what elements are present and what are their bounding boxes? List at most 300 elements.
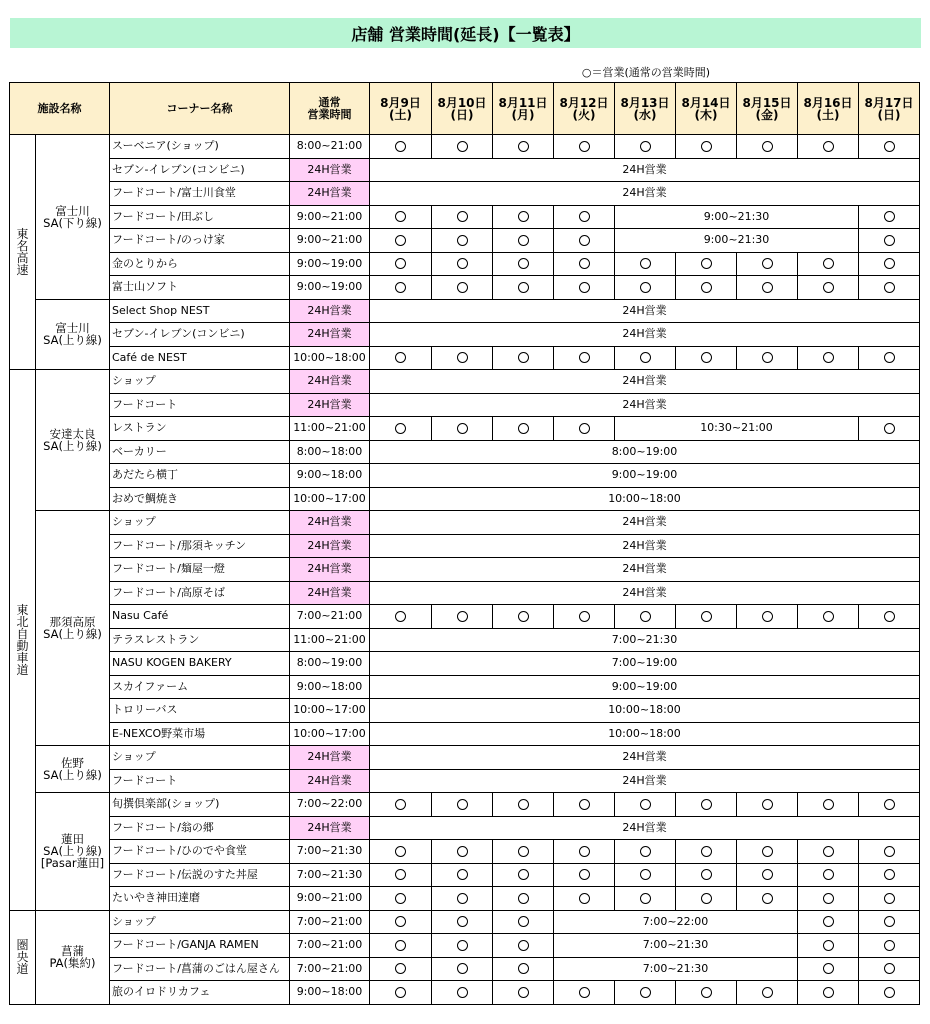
normal-hours: 10:00~17:00 [290, 722, 370, 746]
open-mark-cell [493, 276, 554, 300]
open-mark-cell [737, 981, 798, 1005]
open-mark-cell [676, 252, 737, 276]
table-row [10, 299, 920, 323]
day-hours: 7:00~21:30 [554, 934, 798, 958]
open-circle-icon [457, 611, 468, 622]
corner-name: ショップ [110, 370, 290, 394]
normal-hours: 24H営業 [290, 182, 370, 206]
open-mark-cell [554, 417, 615, 441]
normal-hours: 7:00~21:30 [290, 863, 370, 887]
open-mark-cell [432, 910, 493, 934]
road-name-text: 東名高速 [16, 227, 29, 277]
corner-name: フードコート/ひのでや食堂 [110, 840, 290, 864]
open-circle-icon [579, 282, 590, 293]
open-mark-cell [370, 887, 432, 911]
open-mark-cell [798, 887, 859, 911]
day-hours: 7:00~21:30 [370, 628, 920, 652]
open-circle-icon [395, 611, 406, 622]
day-hours: 10:00~18:00 [370, 487, 920, 511]
table-row [10, 534, 920, 558]
open-mark-cell [493, 910, 554, 934]
open-mark-cell [737, 346, 798, 370]
open-circle-icon [518, 940, 529, 951]
open-mark-cell [737, 252, 798, 276]
normal-hours: 9:00~19:00 [290, 276, 370, 300]
normal-hours: 9:00~18:00 [290, 675, 370, 699]
normal-hours: 24H営業 [290, 158, 370, 182]
open-circle-icon [518, 963, 529, 974]
open-circle-icon [640, 282, 651, 293]
open-mark-cell [798, 934, 859, 958]
table-row [10, 487, 920, 511]
corner-name: フードコート/麺屋一燈 [110, 558, 290, 582]
open-mark-cell [370, 346, 432, 370]
open-circle-icon [395, 987, 406, 998]
table-row [10, 887, 920, 911]
header-day [737, 83, 798, 135]
header-day [432, 83, 493, 135]
open-circle-icon [701, 846, 712, 857]
day-hours: 9:00~19:00 [370, 464, 920, 488]
open-circle-icon [579, 893, 590, 904]
table-row [10, 346, 920, 370]
open-mark-cell [370, 276, 432, 300]
open-circle-icon [884, 799, 895, 810]
open-mark-cell [370, 793, 432, 817]
open-mark-cell [432, 605, 493, 629]
open-mark-cell [554, 863, 615, 887]
header-day [676, 83, 737, 135]
open-circle-icon [823, 940, 834, 951]
normal-hours: 7:00~21:00 [290, 910, 370, 934]
facility-name-text: 那須高原 SA(上り線) [43, 615, 102, 641]
table-row [10, 135, 920, 159]
table-row [10, 910, 920, 934]
open-mark-cell [370, 934, 432, 958]
open-circle-icon [457, 799, 468, 810]
open-circle-icon [457, 282, 468, 293]
open-circle-icon [457, 235, 468, 246]
day-hours: 7:00~22:00 [554, 910, 798, 934]
day-hours: 24H営業 [370, 558, 920, 582]
header-day-dow: (火) [572, 107, 596, 122]
open-circle-icon [762, 893, 773, 904]
open-mark-cell [615, 135, 676, 159]
open-circle-icon [518, 893, 529, 904]
open-mark-cell [798, 252, 859, 276]
open-mark-cell [798, 135, 859, 159]
open-mark-cell [432, 229, 493, 253]
open-mark-cell [615, 346, 676, 370]
normal-hours: 24H営業 [290, 511, 370, 535]
open-mark-cell [493, 346, 554, 370]
open-circle-icon [640, 799, 651, 810]
corner-name: フードコート [110, 393, 290, 417]
open-mark-cell [798, 910, 859, 934]
open-circle-icon [884, 940, 895, 951]
open-circle-icon [579, 352, 590, 363]
open-circle-icon [823, 141, 834, 152]
open-circle-icon [762, 846, 773, 857]
day-hours: 7:00~21:30 [554, 957, 798, 981]
header-hours-line1: 通常 [318, 95, 341, 109]
open-mark-cell [554, 793, 615, 817]
open-mark-cell [493, 605, 554, 629]
facility-name [36, 746, 110, 793]
open-circle-icon [518, 211, 529, 222]
header-day [370, 83, 432, 135]
open-circle-icon [823, 846, 834, 857]
day-hours: 10:00~18:00 [370, 699, 920, 723]
open-mark-cell [493, 135, 554, 159]
open-circle-icon [579, 611, 590, 622]
normal-hours: 7:00~21:00 [290, 957, 370, 981]
normal-hours: 9:00~21:00 [290, 887, 370, 911]
table-row [10, 182, 920, 206]
open-mark-cell [737, 887, 798, 911]
open-mark-cell [859, 417, 920, 441]
header-day [554, 83, 615, 135]
legend-note: ○＝営業(通常の営業時間) [581, 66, 711, 79]
facility-name-text: 佐野 SA(上り線) [43, 756, 102, 782]
open-circle-icon [884, 893, 895, 904]
header-day-date: 8月14日 [681, 95, 731, 110]
open-circle-icon [884, 258, 895, 269]
normal-hours: 24H営業 [290, 558, 370, 582]
corner-name: フードコート/高原そば [110, 581, 290, 605]
normal-hours: 24H営業 [290, 816, 370, 840]
open-circle-icon [457, 893, 468, 904]
open-circle-icon [395, 141, 406, 152]
day-hours: 24H営業 [370, 534, 920, 558]
open-circle-icon [640, 611, 651, 622]
normal-hours: 7:00~21:00 [290, 934, 370, 958]
open-mark-cell [859, 934, 920, 958]
open-mark-cell [859, 229, 920, 253]
header-day-date: 8月11日 [498, 95, 548, 110]
open-mark-cell [370, 910, 432, 934]
open-circle-icon [457, 352, 468, 363]
open-circle-icon [762, 869, 773, 880]
open-mark-cell [432, 981, 493, 1005]
corner-name: Select Shop NEST [110, 299, 290, 323]
header-day-date: 8月15日 [742, 95, 792, 110]
open-circle-icon [884, 211, 895, 222]
open-circle-icon [518, 799, 529, 810]
open-circle-icon [395, 869, 406, 880]
open-circle-icon [701, 352, 712, 363]
corner-name: NASU KOGEN BAKERY [110, 652, 290, 676]
normal-hours: 24H営業 [290, 370, 370, 394]
header-day-date: 8月12日 [559, 95, 609, 110]
open-circle-icon [884, 423, 895, 434]
open-circle-icon [457, 846, 468, 857]
header-day-date: 8月13日 [620, 95, 670, 110]
corner-name: フードコート [110, 769, 290, 793]
open-circle-icon [395, 846, 406, 857]
open-mark-cell [859, 252, 920, 276]
open-mark-cell [615, 840, 676, 864]
open-mark-cell [554, 252, 615, 276]
corner-name: フードコート/田ぶし [110, 205, 290, 229]
open-mark-cell [676, 887, 737, 911]
open-circle-icon [884, 916, 895, 927]
table-row [10, 934, 920, 958]
open-circle-icon [579, 423, 590, 434]
corner-name: ショップ [110, 910, 290, 934]
day-hours: 24H営業 [370, 299, 920, 323]
header-day [859, 83, 920, 135]
open-circle-icon [823, 352, 834, 363]
road-name-text: 圏央道 [16, 938, 29, 976]
open-circle-icon [518, 352, 529, 363]
table-row [10, 652, 920, 676]
day-hours: 24H営業 [370, 511, 920, 535]
normal-hours: 11:00~21:00 [290, 628, 370, 652]
open-mark-cell [798, 605, 859, 629]
open-mark-cell [370, 135, 432, 159]
open-circle-icon [457, 916, 468, 927]
open-mark-cell [554, 276, 615, 300]
open-mark-cell [737, 135, 798, 159]
open-circle-icon [640, 869, 651, 880]
table-row [10, 276, 920, 300]
open-circle-icon [701, 258, 712, 269]
open-mark-cell [615, 252, 676, 276]
open-mark-cell [554, 840, 615, 864]
table-row [10, 628, 920, 652]
header-day-dow: (日) [877, 107, 901, 122]
page-title: 店舗 営業時間(延長)【一覧表】 [10, 18, 921, 48]
open-mark-cell [859, 205, 920, 229]
corner-name: セブン-イレブン(コンビニ) [110, 158, 290, 182]
corner-name: ベーカリー [110, 440, 290, 464]
normal-hours: 7:00~21:30 [290, 840, 370, 864]
open-mark-cell [737, 863, 798, 887]
open-mark-cell [798, 276, 859, 300]
day-hours: 24H営業 [370, 370, 920, 394]
normal-hours: 9:00~21:00 [290, 205, 370, 229]
open-circle-icon [395, 799, 406, 810]
open-mark-cell [493, 793, 554, 817]
open-circle-icon [884, 282, 895, 293]
open-circle-icon [640, 987, 651, 998]
open-mark-cell [676, 793, 737, 817]
day-hours: 9:00~21:30 [615, 229, 859, 253]
open-circle-icon [395, 282, 406, 293]
normal-hours: 24H営業 [290, 534, 370, 558]
open-mark-cell [859, 346, 920, 370]
open-circle-icon [395, 423, 406, 434]
open-circle-icon [762, 611, 773, 622]
corner-name: E-NEXCO野菜市場 [110, 722, 290, 746]
open-circle-icon [701, 893, 712, 904]
open-circle-icon [579, 235, 590, 246]
open-mark-cell [676, 276, 737, 300]
day-hours: 24H営業 [370, 746, 920, 770]
open-circle-icon [579, 211, 590, 222]
normal-hours: 8:00~18:00 [290, 440, 370, 464]
open-mark-cell [615, 276, 676, 300]
road-name [10, 910, 36, 1004]
table-row [10, 511, 920, 535]
open-mark-cell [859, 981, 920, 1005]
open-circle-icon [701, 282, 712, 293]
open-mark-cell [798, 981, 859, 1005]
facility-name [36, 511, 110, 746]
table-row [10, 840, 920, 864]
corner-name: フードコート/伝説のすた丼屋 [110, 863, 290, 887]
open-circle-icon [518, 235, 529, 246]
open-circle-icon [823, 611, 834, 622]
open-circle-icon [579, 987, 590, 998]
normal-hours: 9:00~21:00 [290, 229, 370, 253]
open-mark-cell [432, 934, 493, 958]
open-mark-cell [432, 276, 493, 300]
corner-name: フードコート/翁の郷 [110, 816, 290, 840]
corner-name: 金のとりから [110, 252, 290, 276]
open-mark-cell [493, 205, 554, 229]
open-circle-icon [579, 141, 590, 152]
open-mark-cell [493, 417, 554, 441]
header-day [493, 83, 554, 135]
open-circle-icon [579, 799, 590, 810]
open-mark-cell [370, 957, 432, 981]
open-mark-cell [432, 252, 493, 276]
open-mark-cell [370, 863, 432, 887]
open-circle-icon [640, 352, 651, 363]
open-circle-icon [579, 869, 590, 880]
normal-hours: 24H営業 [290, 746, 370, 770]
normal-hours: 11:00~21:00 [290, 417, 370, 441]
open-circle-icon [640, 846, 651, 857]
open-circle-icon [640, 258, 651, 269]
corner-name: フードコート/那須キッチン [110, 534, 290, 558]
open-mark-cell [615, 863, 676, 887]
normal-hours: 24H営業 [290, 581, 370, 605]
table-row [10, 370, 920, 394]
open-mark-cell [493, 229, 554, 253]
corner-name: フードコート/菖蒲のごはん屋さん [110, 957, 290, 981]
corner-name: 旅のイロドリカフェ [110, 981, 290, 1005]
open-mark-cell [859, 135, 920, 159]
open-circle-icon [518, 141, 529, 152]
open-circle-icon [701, 799, 712, 810]
open-mark-cell [859, 276, 920, 300]
corner-name: 旬撰倶楽部(ショップ) [110, 793, 290, 817]
open-mark-cell [737, 276, 798, 300]
table-row [10, 581, 920, 605]
open-mark-cell [859, 605, 920, 629]
corner-name: フードコート/富士川食堂 [110, 182, 290, 206]
normal-hours: 24H営業 [290, 323, 370, 347]
day-hours: 24H営業 [370, 581, 920, 605]
open-circle-icon [640, 893, 651, 904]
day-hours: 10:00~18:00 [370, 722, 920, 746]
open-circle-icon [701, 141, 712, 152]
open-mark-cell [554, 229, 615, 253]
normal-hours: 9:00~18:00 [290, 464, 370, 488]
open-mark-cell [859, 840, 920, 864]
open-mark-cell [554, 887, 615, 911]
open-circle-icon [701, 611, 712, 622]
corner-name: ショップ [110, 511, 290, 535]
schedule-table [9, 82, 920, 1005]
open-circle-icon [395, 258, 406, 269]
facility-name [36, 135, 110, 300]
table-row [10, 722, 920, 746]
open-circle-icon [823, 282, 834, 293]
open-circle-icon [395, 940, 406, 951]
open-mark-cell [859, 957, 920, 981]
day-hours: 7:00~19:00 [370, 652, 920, 676]
open-circle-icon [762, 987, 773, 998]
header-corner: コーナー名称 [110, 83, 290, 135]
open-mark-cell [493, 252, 554, 276]
header-day-dow: (土) [389, 107, 412, 122]
facility-name-text: 富士川 SA(上り線) [43, 321, 102, 348]
corner-name: Nasu Café [110, 605, 290, 629]
open-mark-cell [859, 910, 920, 934]
open-mark-cell [798, 793, 859, 817]
day-hours: 24H営業 [370, 816, 920, 840]
normal-hours: 10:00~18:00 [290, 346, 370, 370]
open-circle-icon [884, 846, 895, 857]
open-mark-cell [798, 957, 859, 981]
open-circle-icon [395, 211, 406, 222]
header-day-date: 8月16日 [803, 95, 853, 110]
open-circle-icon [762, 141, 773, 152]
open-circle-icon [762, 282, 773, 293]
corner-name: トロリーバス [110, 699, 290, 723]
open-circle-icon [518, 423, 529, 434]
normal-hours: 24H営業 [290, 769, 370, 793]
open-circle-icon [884, 235, 895, 246]
normal-hours: 8:00~21:00 [290, 135, 370, 159]
open-circle-icon [457, 141, 468, 152]
corner-name: フードコート/のっけ家 [110, 229, 290, 253]
table-row [10, 746, 920, 770]
open-mark-cell [432, 346, 493, 370]
open-mark-cell [798, 346, 859, 370]
header-facility: 施設名称 [10, 83, 110, 135]
corner-name: スカイファーム [110, 675, 290, 699]
normal-hours: 24H営業 [290, 299, 370, 323]
open-circle-icon [823, 799, 834, 810]
header-day [798, 83, 859, 135]
open-circle-icon [518, 869, 529, 880]
open-circle-icon [579, 258, 590, 269]
corner-name: おめで鯛焼き [110, 487, 290, 511]
header-day [615, 83, 676, 135]
open-circle-icon [884, 987, 895, 998]
open-mark-cell [676, 840, 737, 864]
open-circle-icon [457, 987, 468, 998]
open-circle-icon [701, 987, 712, 998]
road-name [10, 135, 36, 370]
open-mark-cell [615, 605, 676, 629]
open-mark-cell [370, 605, 432, 629]
day-hours: 9:00~21:30 [615, 205, 859, 229]
open-mark-cell [554, 346, 615, 370]
facility-name-text: 安達太良 SA(上り線) [43, 427, 102, 453]
open-mark-cell [798, 840, 859, 864]
normal-hours: 7:00~22:00 [290, 793, 370, 817]
header-day-date: 8月17日 [864, 95, 914, 110]
open-circle-icon [518, 258, 529, 269]
table-row [10, 440, 920, 464]
open-mark-cell [432, 887, 493, 911]
